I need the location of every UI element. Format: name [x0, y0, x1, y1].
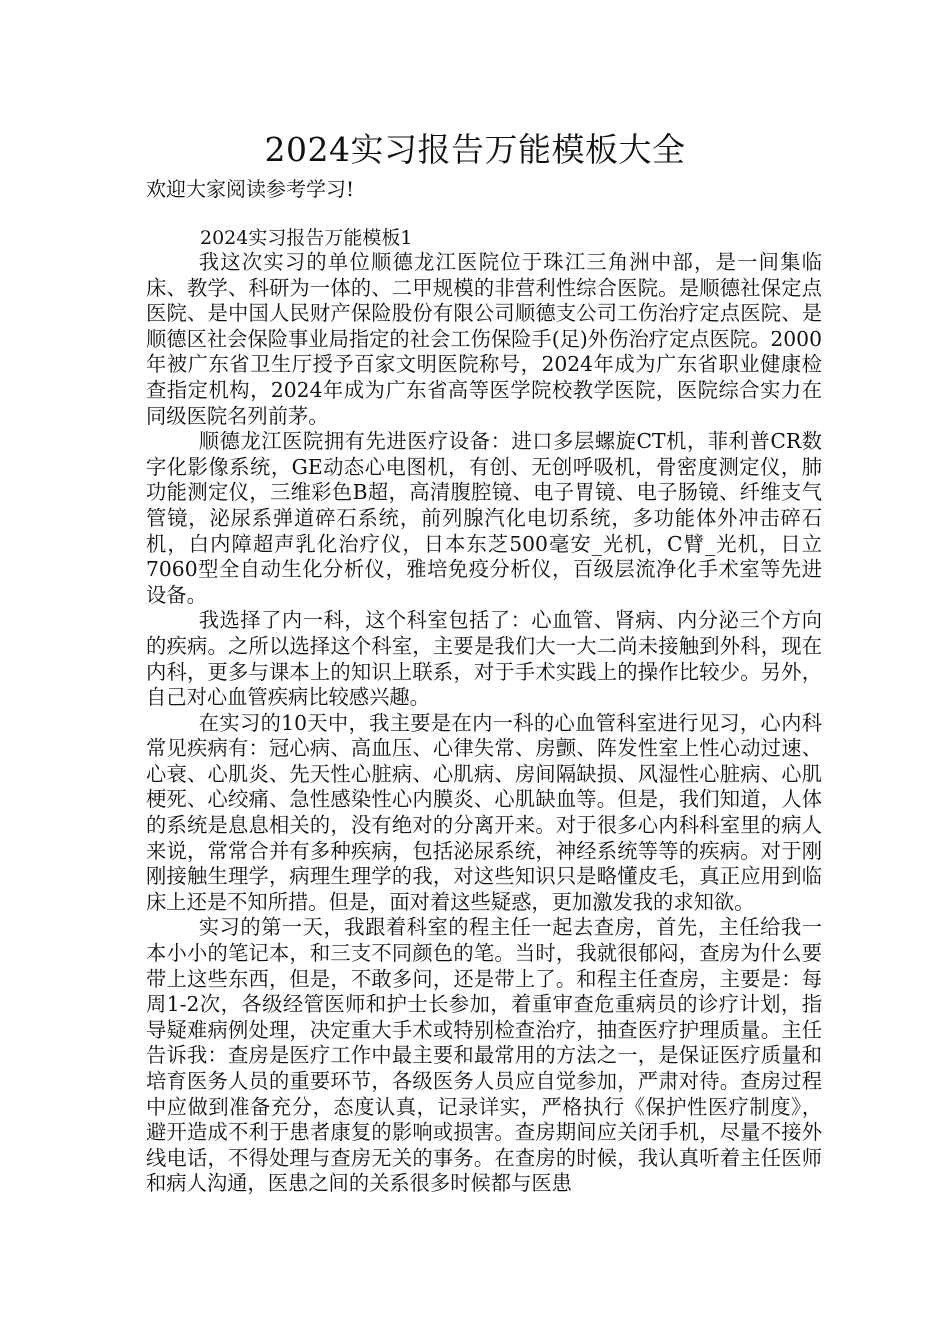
paragraph-4: 在实习的10天中，我主要是在内一科的心血管科室进行见习，心内科常见疾病有：冠心病、高血压、心律失常、房颤、阵发性室上性心动过速、心衰、心肌炎、先天性心脏病、心肌病、房间隔缺损、风湿性心脏病、心肌梗死、心绞痛、急性感染性心内膜炎、心肌缺血等。但是，我们知道，人体的系统是息息相关的，没有绝对的分离开来。对于很多心内科科室里的病人来说，常常合并有多种疾病，包括泌尿系统，神经系统等等的疾病。对于刚刚接触生理学，病理生理学的我，对这些知识只是略懂皮毛，真正应用到临床上还是不知所措。但是，面对着这些疑惑，更加激发我的求知欲。 [146, 710, 822, 914]
paragraph-2: 顺德龙江医院拥有先进医疗设备：进口多层螺旋CT机，菲利普CR数字化影像系统，GE动态心电图机，有创、无创呼吸机，骨密度测定仪，肺功能测定仪，三维彩色B超，高清腹腔镜、电子胃镜、电子肠镜、纤维支气管镜，泌尿系弹道碎石系统，前列腺汽化电切系统，多功能体外冲击碎石机，白内障超声乳化治疗仪，日本东芝500毫安_光机，C臂_光机，日立7060型全自动生化分析仪，雅培免疫分析仪，百级层流净化手术室等先进设备。 [146, 429, 822, 607]
paragraph-3: 我选择了内一科，这个科室包括了：心血管、肾病、内分泌三个方向的疾病。之所以选择这个科室，主要是我们大一大二尚未接触到外科，现在内科，更多与课本上的知识上联系，对于手术实践上的操作比较少。另外，自己对心血管疾病比较感兴趣。 [146, 608, 822, 710]
welcome-line: 欢迎大家阅读参考学习! [146, 177, 355, 201]
section-subtitle: 2024实习报告万能模板1 [200, 227, 413, 249]
body-text [146, 250, 822, 1197]
document-title: 2024实习报告万能模板大全 [264, 130, 686, 169]
paragraph-5: 实习的第一天，我跟着科室的程主任一起去查房，首先，主任给我一本小小的笔记本，和三支不同颜色的笔。当时，我就很郁闷，查房为什么要带上这些东西，但是，不敢多问，还是带上了。和程主任查房，主要是：每周1-2次，各级经管医师和护士长参加，着重审查危重病员的诊疗计划，指导疑难病例处理，决定重大手术或特别检查治疗，抽查医疗护理质量。主任告诉我：查房是医疗工作中最主要和最常用的方法之一，是保证医疗质量和培育医务人员的重要环节，各级医务人员应自觉参加，严肃对待。查房过程中应做到准备充分，态度认真，记录详实，严格执行《保护性医疗制度》，避开造成不利于患者康复的影响或损害。查房期间应关闭手机，尽量不接外线电话，不得处理与查房无关的事务。在查房的时候，我认真听着主任医师和病人沟通，医患之间的关系很多时候都与医患 [146, 915, 822, 1196]
paragraph-1: 我这次实习的单位顺德龙江医院位于珠江三角洲中部，是一间集临床、教学、科研为一体的、二甲规模的非营利性综合医院。是顺德社保定点医院、是中国人民财产保险股份有限公司顺德支公司工伤治疗定点医院、是顺德区社会保险事业局指定的社会工伤保险手(足)外伤治疗定点医院。2000年被广东省卫生厅授予百家文明医院称号，2024年成为广东省职业健康检查指定机构，2024年成为广东省高等医学院校教学医院，医院综合实力在同级医院名列前茅。 [146, 250, 822, 428]
